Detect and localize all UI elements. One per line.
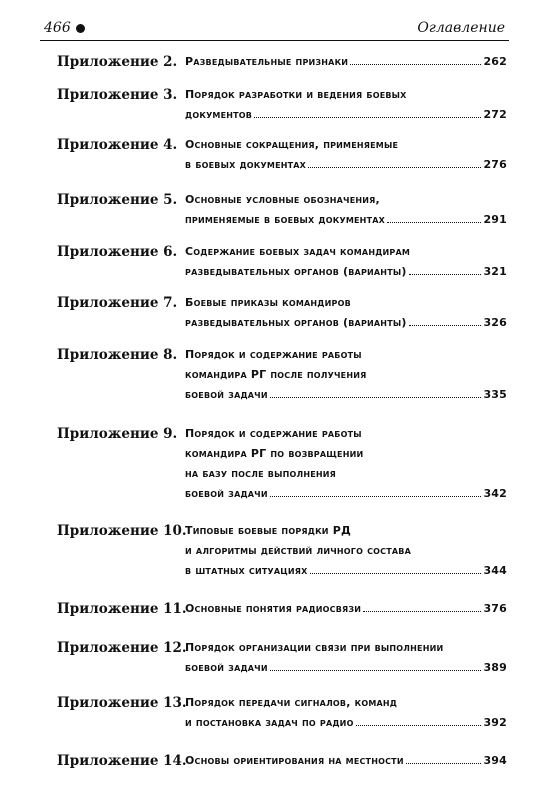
toc-entry[interactable]	[57, 638, 507, 678]
dot-leader	[363, 611, 481, 612]
toc-entry[interactable]	[57, 242, 507, 282]
toc-page-number: 389	[483, 661, 507, 674]
toc-entry[interactable]	[57, 345, 507, 405]
toc-title-line	[185, 52, 507, 72]
dot-leader	[270, 670, 482, 671]
toc-title-line	[185, 155, 507, 175]
toc-title-text: боевой задачи	[185, 487, 268, 500]
dot-leader	[409, 274, 482, 275]
dot-leader	[387, 222, 481, 223]
toc-entry-title	[185, 190, 507, 230]
dot-leader	[270, 397, 482, 398]
toc-entry-label: Приложение 12.	[57, 640, 187, 656]
dot-leader	[350, 64, 481, 65]
toc-entry-title	[185, 751, 507, 771]
toc-entry-label: Приложение 8.	[57, 347, 178, 363]
toc-entry-label: Приложение 7.	[57, 295, 178, 311]
toc-title-line	[185, 658, 507, 678]
dot-leader	[308, 167, 481, 168]
toc-title-line: Порядок организации связи при выполнении	[185, 641, 444, 654]
toc-entry-title	[185, 135, 507, 175]
toc-entry-label: Приложение 3.	[57, 87, 178, 103]
toc-page-number: 394	[483, 754, 507, 767]
dot-leader	[270, 496, 482, 497]
toc-title-line: Порядок передачи сигналов, команд	[185, 696, 398, 709]
toc-title-text: разведывательных органов (варианты)	[185, 316, 407, 329]
bullet-icon	[76, 24, 85, 33]
toc-title-text: в боевых документах	[185, 158, 307, 171]
toc-title-line: Порядок и содержание работы	[185, 348, 362, 361]
toc-entry-label: Приложение 13.	[57, 695, 187, 711]
toc-entry-label: Приложение 11.	[57, 601, 187, 617]
toc-page-number: 276	[483, 158, 507, 171]
toc-title-text: применяемые в боевых документах	[185, 213, 385, 226]
toc-title-text: Основные понятия радиосвязи	[185, 602, 362, 615]
toc-title-line	[185, 561, 507, 581]
toc-title-line	[185, 484, 507, 504]
toc-title-line: командира РГ после получения	[185, 368, 367, 381]
toc-title-text: боевой задачи	[185, 388, 268, 401]
toc-title-line	[185, 751, 507, 771]
toc-entry-label: Приложение 4.	[57, 137, 178, 153]
toc-page-number: 291	[483, 213, 507, 226]
toc-page-number: 342	[483, 487, 507, 500]
dot-leader	[406, 763, 482, 764]
dot-leader	[254, 117, 481, 118]
toc-entry-title	[185, 345, 507, 405]
toc-entry-title	[185, 638, 507, 678]
toc-title-text: разведывательных органов (варианты)	[185, 265, 407, 278]
running-head	[40, 18, 509, 41]
toc-title-line: Содержание боевых задач командирам	[185, 245, 411, 258]
running-head-left	[44, 20, 85, 36]
toc-entry-title	[185, 293, 507, 333]
toc-entry[interactable]	[57, 190, 507, 230]
toc-entry-label: Приложение 2.	[57, 54, 178, 70]
toc-entry-title	[185, 693, 507, 733]
toc-page-number: 326	[483, 316, 507, 329]
toc-entry[interactable]	[57, 424, 507, 504]
toc-title-line: на базу после выполнения	[185, 467, 337, 480]
toc-title-text: Основы ориентирования на местности	[185, 754, 404, 767]
toc-title-text: и постановка задач по радио	[185, 716, 354, 729]
toc-entry-label: Приложение 5.	[57, 192, 178, 208]
toc-title-line	[185, 262, 507, 282]
toc-entry[interactable]	[57, 751, 507, 771]
toc-title-line	[185, 210, 507, 230]
toc-title-line	[185, 313, 507, 333]
dot-leader	[310, 573, 482, 574]
toc-entry[interactable]	[57, 693, 507, 733]
toc-entry-label: Приложение 14.	[57, 753, 187, 769]
toc-entry-label: Приложение 6.	[57, 244, 178, 260]
toc-page-number: 321	[483, 265, 507, 278]
dot-leader	[409, 325, 482, 326]
toc-page-number: 344	[483, 564, 507, 577]
toc-title-line: и алгоритмы действий личного состава	[185, 544, 411, 557]
toc-title-line	[185, 385, 507, 405]
toc-entry[interactable]	[57, 521, 507, 581]
toc-title-line: командира РГ по возвращении	[185, 447, 364, 460]
toc-entry[interactable]	[57, 85, 507, 125]
toc-entry-title	[185, 85, 507, 125]
toc-entry-title	[185, 521, 507, 581]
toc-title-line: Порядок и содержание работы	[185, 427, 362, 440]
toc-entry[interactable]	[57, 52, 507, 72]
toc-entry[interactable]	[57, 293, 507, 333]
toc-page-number: 272	[483, 108, 507, 121]
section-title: Оглавление	[417, 20, 505, 36]
toc-title-line: Основные условные обозначения,	[185, 193, 380, 206]
toc-entry-title	[185, 52, 507, 72]
toc-page-number: 392	[483, 716, 507, 729]
toc-entry-label: Приложение 10.	[57, 523, 187, 539]
toc-title-text: в штатных ситуациях	[185, 564, 308, 577]
toc-page-number: 262	[483, 55, 507, 68]
toc-entry-label: Приложение 9.	[57, 426, 178, 442]
toc-title-line	[185, 599, 507, 619]
toc-title-text: Разведывательные признаки	[185, 55, 349, 68]
toc-page-number: 335	[483, 388, 507, 401]
toc-entry-title	[185, 242, 507, 282]
toc-title-line: Порядок разработки и ведения боевых	[185, 88, 407, 101]
dot-leader	[356, 725, 482, 726]
toc-title-line: Боевые приказы командиров	[185, 296, 351, 309]
toc-title-line	[185, 713, 507, 733]
toc-entry[interactable]	[57, 599, 507, 619]
toc-entry[interactable]	[57, 135, 507, 175]
toc-title-line	[185, 105, 507, 125]
page-number: 466	[44, 20, 71, 36]
toc-entry-title	[185, 599, 507, 619]
toc-page-number: 376	[483, 602, 507, 615]
toc-title-line: Основные сокращения, применяемые	[185, 138, 399, 151]
toc-entry-title	[185, 424, 507, 504]
toc-title-text: документов	[185, 108, 253, 121]
toc-title-line: Типовые боевые порядки РД	[185, 524, 351, 537]
toc-title-text: боевой задачи	[185, 661, 268, 674]
